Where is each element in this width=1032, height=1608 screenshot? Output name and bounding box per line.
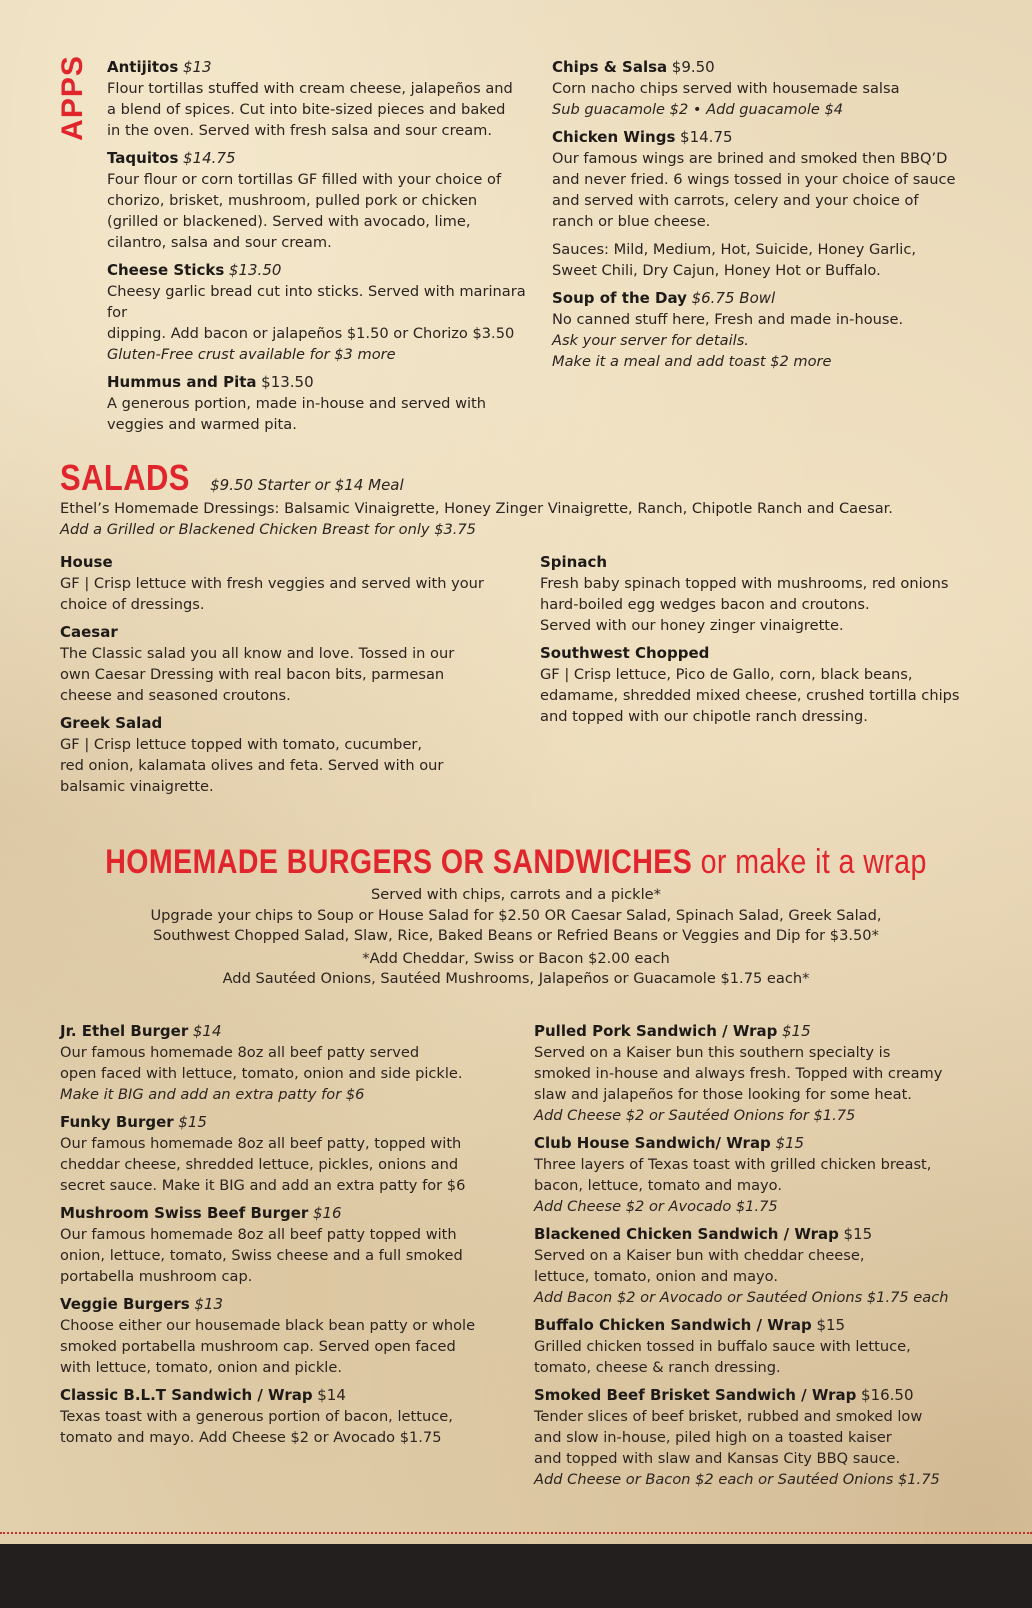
menu-item-header <box>60 1385 520 1406</box>
apps-section-label <box>56 56 90 140</box>
menu-item-description-line: bacon, lettuce, tomato and mayo. <box>534 1177 782 1194</box>
menu-item-description-line: Three layers of Texas toast with grilled chicken breast, <box>534 1156 932 1173</box>
menu-item-veggie-burgers <box>60 1294 520 1378</box>
menu-item-name: Funky Burger <box>60 1113 174 1131</box>
menu-item-description-line: cheese and seasoned croutons. <box>60 687 291 704</box>
menu-item-southwest-chopped <box>540 643 1000 727</box>
salads-price-note: $9.50 Starter or $14 Meal <box>210 476 404 494</box>
menu-item-name: House <box>60 553 113 571</box>
menu-item-description-line: Sauces: Mild, Medium, Hot, Suicide, Honey Garlic, <box>552 241 916 258</box>
salads-add-chicken: Add a Grilled or Blackened Chicken Breast for only $3.75 <box>60 521 476 538</box>
apps-right-column <box>552 57 992 379</box>
menu-item-description-line: edamame, shredded mixed cheese, crushed tortilla chips <box>540 687 960 704</box>
menu-item-description-line: ranch or blue cheese. <box>552 213 711 230</box>
burgers-intro-line: Add Sautéed Onions, Sautéed Mushrooms, Jalapeños or Guacamole $1.75 each* <box>222 970 810 987</box>
menu-item-name: Club House Sandwich/ Wrap <box>534 1134 771 1152</box>
salads-dressings: Ethel’s Homemade Dressings: Balsamic Vinaigrette, Honey Zinger Vinaigrette, Ranch, Chipotle Ranch and Caesar. <box>60 500 893 517</box>
menu-item-description-line: Make it a meal and add toast $2 more <box>552 353 832 370</box>
menu-item-taquitos <box>107 148 537 253</box>
menu-item-description-line: in the oven. Served with fresh salsa and sour cream. <box>107 122 493 139</box>
menu-item-description-line: Flour tortillas stuffed with cream cheese, jalapeños and <box>107 80 513 97</box>
menu-item-header <box>107 57 537 78</box>
menu-item-description-line: Grilled chicken tossed in buffalo sauce with lettuce, <box>534 1338 911 1355</box>
burgers-headline <box>105 842 927 882</box>
menu-item-name: Mushroom Swiss Beef Burger <box>60 1204 309 1222</box>
menu-item-price: $15 <box>782 1022 811 1040</box>
menu-item-header <box>534 1385 1004 1406</box>
menu-item-price: $15 <box>178 1113 207 1131</box>
menu-item-description-line: and served with carrots, celery and your choice of <box>552 192 919 209</box>
menu-item-description-line: The Classic salad you all know and love. Tossed in our <box>60 645 455 662</box>
burgers-intro-line: *Add Cheddar, Swiss or Bacon $2.00 each <box>362 949 670 967</box>
menu-item-description-line: GF | Crisp lettuce topped with tomato, cucumber, <box>60 736 423 753</box>
menu-item-description-line: Cheesy garlic bread cut into sticks. Served with marinara for <box>107 283 526 321</box>
menu-item-hummus-and-pita <box>107 372 537 435</box>
menu-item-smoked-beef-brisket-sandwich-wrap <box>534 1385 1004 1490</box>
menu-item-header <box>60 1203 520 1224</box>
menu-item-price: $13 <box>194 1295 224 1313</box>
menu-item-description-line: and topped with slaw and Kansas City BBQ sauce. <box>534 1450 901 1467</box>
menu-item-name: Chicken Wings <box>552 128 676 146</box>
menu-item-price: $16.50 <box>861 1386 914 1404</box>
menu-item-header <box>534 1021 1004 1042</box>
menu-item-house <box>60 552 530 615</box>
menu-item-description-line: open faced with lettuce, tomato, onion and side pickle. <box>60 1065 463 1082</box>
menu-item-header <box>60 1294 520 1315</box>
menu-item-description-line: and topped with our chipotle ranch dressing. <box>540 708 868 725</box>
menu-item-description-line: balsamic vinaigrette. <box>60 778 214 795</box>
menu-item-chicken-wings <box>552 127 992 232</box>
menu-item-description-line: onion, lettuce, tomato, Swiss cheese and a full smoked <box>60 1247 463 1264</box>
menu-item-price: $14.75 <box>680 128 733 146</box>
menu-item-description-line: Our famous homemade 8oz all beef patty, topped with <box>60 1135 462 1152</box>
menu-item-name: Pulled Pork Sandwich / Wrap <box>534 1022 778 1040</box>
menu-item-note <box>552 239 992 281</box>
menu-item-chips-salsa <box>552 57 992 120</box>
menu-item-funky-burger <box>60 1112 520 1196</box>
menu-item-description-line: GF | Crisp lettuce, Pico de Gallo, corn, black beans, <box>540 666 913 683</box>
footer-bar <box>0 1544 1032 1608</box>
menu-item-header <box>60 622 530 643</box>
menu-item-description-line: portabella mushroom cap. <box>60 1268 253 1285</box>
menu-item-description-line: Add Cheese $2 or Avocado $1.75 <box>534 1198 778 1215</box>
salads-header <box>60 458 990 498</box>
menu-item-description-line: (grilled or blackened). Served with avocado, lime, <box>107 213 471 230</box>
menu-item-name: Cheese Sticks <box>107 261 225 279</box>
menu-item-greek-salad <box>60 713 530 797</box>
menu-item-name: Classic B.L.T Sandwich / Wrap <box>60 1386 313 1404</box>
menu-item-description-line: Texas toast with a generous portion of bacon, lettuce, <box>60 1408 453 1425</box>
menu-item-description-line: Add Bacon $2 or Avocado or Sautéed Onions $1.75 each <box>534 1289 949 1306</box>
menu-item-name: Antijitos <box>107 58 179 76</box>
menu-item-description-line: tomato and mayo. Add Cheese $2 or Avocado $1.75 <box>60 1429 442 1446</box>
menu-item-name: Chips & Salsa <box>552 58 668 76</box>
menu-item-description-line: Served with our honey zinger vinaigrette. <box>540 617 844 634</box>
menu-item-description-line: chorizo, brisket, mushroom, pulled pork or chicken <box>107 192 478 209</box>
menu-item-description-line: and slow in-house, piled high on a toasted kaiser <box>534 1429 892 1446</box>
salads-left-column <box>60 552 530 804</box>
menu-item-description-line: A generous portion, made in-house and served with <box>107 395 487 412</box>
menu-item-header <box>540 552 1000 573</box>
menu-item-club-house-sandwich-wrap <box>534 1133 1004 1217</box>
menu-item-name: Soup of the Day <box>552 289 687 307</box>
burgers-title: HOMEMADE BURGERS OR SANDWICHES <box>105 843 693 881</box>
menu-item-description-line: lettuce, tomato, onion and mayo. <box>534 1268 778 1285</box>
menu-item-description-line: Our famous wings are brined and smoked then BBQ’D <box>552 150 948 167</box>
menu-item-price: $13.50 <box>261 373 314 391</box>
menu-item-price: $14 <box>192 1022 222 1040</box>
menu-item-name: Hummus and Pita <box>107 373 257 391</box>
apps-left-column <box>107 57 537 442</box>
menu-item-price: $14 <box>317 1386 346 1404</box>
menu-item-name: Spinach <box>540 553 608 571</box>
menu-item-description-line: own Caesar Dressing with real bacon bits, parmesan <box>60 666 445 683</box>
burgers-title-suffix: or make it a wrap <box>700 843 927 881</box>
menu-item-description-line: Corn nacho chips served with housemade salsa <box>552 80 900 97</box>
menu-item-description-line: slaw and jalapeños for those looking for some heat. <box>534 1086 912 1103</box>
menu-item-blackened-chicken-sandwich-wrap <box>534 1224 1004 1308</box>
menu-item-soup-of-the-day <box>552 288 992 372</box>
menu-item-antijitos <box>107 57 537 141</box>
menu-item-description-line: with lettuce, tomato, onion and pickle. <box>60 1359 342 1376</box>
menu-item-pulled-pork-sandwich-wrap <box>534 1021 1004 1126</box>
menu-item-description-line: No canned stuff here, Fresh and made in-house. <box>552 311 904 328</box>
menu-item-description-line: Add Cheese $2 or Sautéed Onions for $1.75 <box>534 1107 856 1124</box>
burgers-intro <box>0 885 1032 990</box>
burgers-header <box>0 842 1032 882</box>
menu-item-name: Blackened Chicken Sandwich / Wrap <box>534 1225 839 1243</box>
menu-item-name: Veggie Burgers <box>60 1295 190 1313</box>
menu-item-header <box>107 260 537 281</box>
menu-item-description-line: Choose either our housemade black bean patty or whole <box>60 1317 476 1334</box>
menu-item-header <box>107 148 537 169</box>
menu-item-spinach <box>540 552 1000 636</box>
menu-item-header <box>540 643 1000 664</box>
menu-item-jr-ethel-burger <box>60 1021 520 1105</box>
menu-item-name: Jr. Ethel Burger <box>60 1022 189 1040</box>
salads-right-column <box>540 552 1000 734</box>
menu-item-price: $14.75 <box>183 149 236 167</box>
menu-item-header <box>60 1021 520 1042</box>
burgers-intro-line: Served with chips, carrots and a pickle* <box>371 886 661 903</box>
menu-item-classic-b-l-t-sandwich-wrap <box>60 1385 520 1448</box>
menu-item-name: Buffalo Chicken Sandwich / Wrap <box>534 1316 812 1334</box>
menu-item-header <box>552 127 992 148</box>
menu-item-description-line: Our famous homemade 8oz all beef patty topped with <box>60 1226 457 1243</box>
menu-item-price: $15 <box>843 1225 873 1243</box>
menu-item-description-line: red onion, kalamata olives and feta. Served with our <box>60 757 444 774</box>
menu-item-description-line: cheddar cheese, shredded lettuce, pickles, onions and <box>60 1156 459 1173</box>
footer-divider <box>0 1532 1032 1534</box>
menu-item-description-line: veggies and warmed pita. <box>107 416 297 433</box>
menu-item-price: $16 <box>312 1204 342 1222</box>
menu-item-price: $13 <box>182 58 212 76</box>
menu-item-price: $6.75 Bowl <box>691 289 776 307</box>
menu-item-description-line: and never fried. 6 wings tossed in your choice of sauce <box>552 171 956 188</box>
menu-item-description-line: smoked in-house and always fresh. Topped with creamy <box>534 1065 943 1082</box>
menu-item-name: Caesar <box>60 623 118 641</box>
menu-item-name: Southwest Chopped <box>540 644 710 662</box>
menu-item-description-line: Fresh baby spinach topped with mushrooms, red onions <box>540 575 949 592</box>
menu-item-description-line: secret sauce. Make it BIG and add an extra patty for $6 <box>60 1177 466 1194</box>
menu-item-price: $13.50 <box>228 261 282 279</box>
menu-item-caesar <box>60 622 530 706</box>
burgers-left-column <box>60 1021 520 1455</box>
menu-item-header <box>534 1133 1004 1154</box>
menu-item-header <box>60 713 530 734</box>
menu-item-cheese-sticks <box>107 260 537 365</box>
menu-item-description-line: Ask your server for details. <box>552 332 749 349</box>
menu-item-price: $15 <box>775 1134 805 1152</box>
menu-item-price: $15 <box>816 1316 846 1334</box>
menu-item-header <box>60 1112 520 1133</box>
menu-item-mushroom-swiss-beef-burger <box>60 1203 520 1287</box>
menu-item-description-line: a blend of spices. Cut into bite-sized pieces and baked <box>107 101 506 118</box>
menu-item-buffalo-chicken-sandwich-wrap <box>534 1315 1004 1378</box>
menu-item-header <box>534 1224 1004 1245</box>
menu-item-description-line: Served on a Kaiser bun with cheddar cheese, <box>534 1247 865 1264</box>
menu-item-description-line: Served on a Kaiser bun this southern specialty is <box>534 1044 891 1061</box>
menu-item-description-line: hard-boiled egg wedges bacon and croutons. <box>540 596 870 613</box>
apps-label-text: APPS <box>56 55 89 141</box>
menu-item-header <box>60 552 530 573</box>
menu-item-description-line: GF | Crisp lettuce with fresh veggies and served with your <box>60 575 484 592</box>
menu-item-description-line: Gluten-Free crust available for $3 more <box>107 346 396 363</box>
menu-item-description-line: Make it BIG and add an extra patty for $6 <box>60 1086 365 1103</box>
menu-item-description-line: cilantro, salsa and sour cream. <box>107 234 332 251</box>
menu-item-name: Taquitos <box>107 149 179 167</box>
menu-item-description-line: smoked portabella mushroom cap. Served open faced <box>60 1338 456 1355</box>
burgers-intro-line: Upgrade your chips to Soup or House Salad for $2.50 OR Caesar Salad, Spinach Salad, Greek Salad, <box>150 906 882 924</box>
menu-item-price: $9.50 <box>671 58 715 76</box>
menu-item-name: Smoked Beef Brisket Sandwich / Wrap <box>534 1386 857 1404</box>
menu-item-description-line: Add Cheese or Bacon $2 each or Sautéed Onions $1.75 <box>534 1471 940 1488</box>
burgers-intro-line: Southwest Chopped Salad, Slaw, Rice, Baked Beans or Refried Beans or Veggies and Dip for $3.50* <box>153 927 879 944</box>
menu-item-header <box>107 372 537 393</box>
menu-item-description-line: dipping. Add bacon or jalapeños $1.50 or Chorizo $3.50 <box>107 325 515 342</box>
menu-item-description-line: Sub guacamole $2 • Add guacamole $4 <box>552 101 844 118</box>
menu-item-header <box>552 57 992 78</box>
menu-item-description-line: Four flour or corn tortillas GF filled with your choice of <box>107 171 502 188</box>
menu-item-description-line: Sweet Chili, Dry Cajun, Honey Hot or Buffalo. <box>552 262 881 279</box>
menu-item-description-line: Tender slices of beef brisket, rubbed and smoked low <box>534 1408 923 1425</box>
menu-item-header <box>534 1315 1004 1336</box>
menu-item-description-line: Our famous homemade 8oz all beef patty served <box>60 1044 420 1061</box>
menu-item-description-line: choice of dressings. <box>60 596 205 613</box>
burgers-right-column <box>534 1021 1004 1497</box>
menu-item-description-line: tomato, cheese & ranch dressing. <box>534 1359 781 1376</box>
menu-item-name: Greek Salad <box>60 714 163 732</box>
menu-item-header <box>552 288 992 309</box>
salads-title: SALADS <box>60 457 190 498</box>
